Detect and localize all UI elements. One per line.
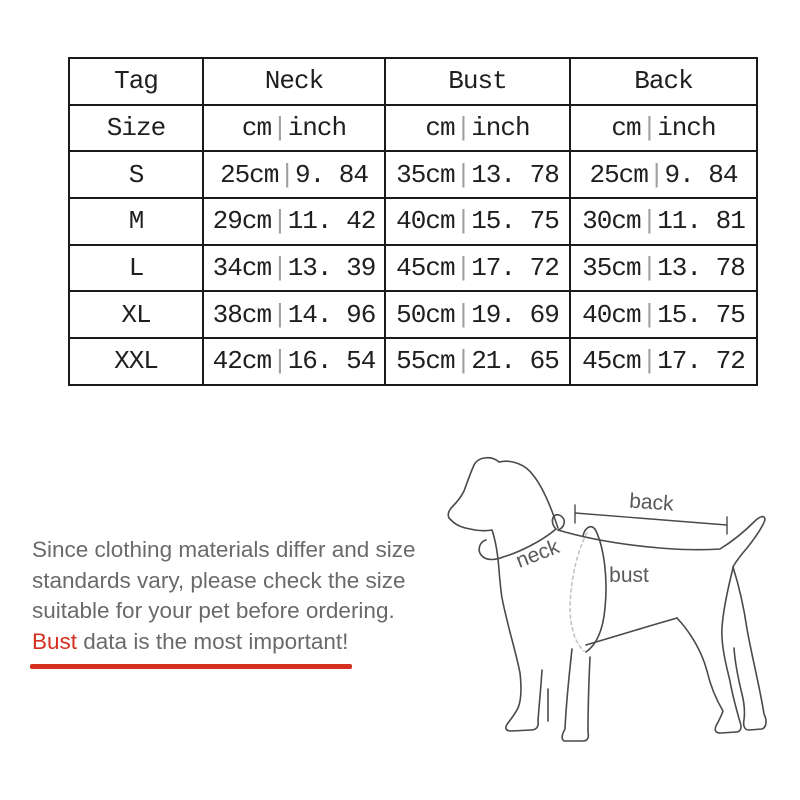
unit-cm: cm xyxy=(611,113,641,144)
subheader-bust-units xyxy=(385,105,570,152)
size-note xyxy=(32,535,452,669)
note-line-3: suitable for your pet before ordering. xyxy=(32,598,395,623)
col-header-neck: Neck xyxy=(203,58,385,105)
subheader-back-units xyxy=(570,105,757,152)
near-hind-leg xyxy=(677,568,741,733)
value-separator: | xyxy=(272,206,287,237)
value-separator: | xyxy=(272,253,287,284)
value-cm: 40cm xyxy=(396,206,455,237)
back-cell xyxy=(570,291,757,338)
size-cell: XXL xyxy=(69,338,203,385)
bust-cell xyxy=(385,245,570,292)
note-line-4-rest: data is the most important! xyxy=(77,628,349,654)
neck-cell xyxy=(203,198,385,245)
value-cm: 45cm xyxy=(582,346,641,377)
bust-ellipse-rear xyxy=(583,527,606,652)
value-cm: 35cm xyxy=(396,159,455,190)
value-inch: 13. 39 xyxy=(287,253,376,284)
unit-inch: inch xyxy=(657,113,716,144)
subheader-neck-units xyxy=(203,105,385,152)
value-separator: | xyxy=(641,253,657,284)
value-inch: 9. 84 xyxy=(664,159,738,190)
value-cm: 25cm xyxy=(589,159,648,190)
unit-separator: | xyxy=(455,113,471,144)
value-inch: 11. 81 xyxy=(657,206,745,237)
note-line-1: Since clothing materials differ and size xyxy=(32,537,416,562)
bust-ellipse-front-dashed xyxy=(570,533,587,651)
note-line-4 xyxy=(32,627,452,658)
value-inch: 15. 75 xyxy=(471,206,559,237)
table-subheader-row xyxy=(69,105,757,152)
back-cell xyxy=(570,151,757,198)
value-cm: 50cm xyxy=(396,299,455,330)
value-cm: 45cm xyxy=(396,253,455,284)
value-inch: 15. 75 xyxy=(657,299,745,330)
col-header-bust: Bust xyxy=(385,58,570,105)
value-separator: | xyxy=(648,159,664,190)
neck-cell xyxy=(203,291,385,338)
back-cell xyxy=(570,245,757,292)
size-cell: M xyxy=(69,198,203,245)
note-line-2: standards vary, please check the size xyxy=(32,567,406,593)
neck-cell xyxy=(203,151,385,198)
size-cell: XL xyxy=(69,291,203,338)
value-cm: 25cm xyxy=(219,159,279,190)
table-row-s xyxy=(69,151,757,198)
far-hind-leg xyxy=(733,567,766,730)
value-cm: 40cm xyxy=(582,299,641,330)
unit-inch: inch xyxy=(287,113,347,144)
value-separator: | xyxy=(641,206,657,237)
dog-measurement-diagram xyxy=(420,430,800,770)
value-separator: | xyxy=(455,299,471,330)
bust-cell xyxy=(385,198,570,245)
bust-cell xyxy=(385,338,570,385)
value-inch: 13. 78 xyxy=(657,253,745,284)
bust-cell xyxy=(385,151,570,198)
value-cm: 35cm xyxy=(582,253,641,284)
bust-label: bust xyxy=(609,564,649,587)
value-inch: 14. 96 xyxy=(287,299,376,330)
subheader-size: Size xyxy=(69,105,203,152)
bust-highlight: Bust xyxy=(32,628,78,654)
table-row-xxl xyxy=(69,338,757,385)
unit-separator: | xyxy=(641,113,657,144)
table-row-l xyxy=(69,245,757,292)
value-separator: | xyxy=(641,346,657,377)
neck-label: neck xyxy=(512,535,563,573)
value-inch: 9. 84 xyxy=(295,159,369,190)
neck-cell xyxy=(203,245,385,292)
unit-cm: cm xyxy=(241,113,272,144)
value-separator: | xyxy=(641,299,657,330)
back-cell xyxy=(570,338,757,385)
value-inch: 21. 65 xyxy=(471,346,559,377)
back-measure-line xyxy=(575,513,727,525)
unit-separator: | xyxy=(272,113,287,144)
value-separator: | xyxy=(455,206,471,237)
bust-cell xyxy=(385,291,570,338)
red-underline xyxy=(30,664,352,669)
value-inch: 16. 54 xyxy=(287,346,376,377)
value-separator: | xyxy=(279,159,294,190)
table-header-row xyxy=(69,58,757,105)
value-cm: 55cm xyxy=(396,346,455,377)
value-cm: 34cm xyxy=(212,253,272,284)
table-row-m xyxy=(69,198,757,245)
back-label: back xyxy=(628,489,675,516)
value-inch: 17. 72 xyxy=(471,253,559,284)
col-header-back: Back xyxy=(570,58,757,105)
far-front-leg xyxy=(562,649,590,741)
value-inch: 11. 42 xyxy=(287,206,376,237)
value-cm: 42cm xyxy=(212,346,272,377)
dog-head-outline xyxy=(448,458,558,731)
value-cm: 29cm xyxy=(212,206,272,237)
value-cm: 30cm xyxy=(582,206,641,237)
value-inch: 13. 78 xyxy=(471,159,559,190)
size-cell: L xyxy=(69,245,203,292)
back-cell xyxy=(570,198,757,245)
neck-cell xyxy=(203,338,385,385)
value-separator: | xyxy=(455,253,471,284)
dog-back-and-tail xyxy=(558,517,765,567)
table-row-xl xyxy=(69,291,757,338)
value-inch: 17. 72 xyxy=(657,346,745,377)
unit-inch: inch xyxy=(471,113,530,144)
size-cell: S xyxy=(69,151,203,198)
value-separator: | xyxy=(455,346,471,377)
col-header-tag: Tag xyxy=(69,58,203,105)
value-separator: | xyxy=(272,299,287,330)
value-cm: 38cm xyxy=(212,299,272,330)
value-separator: | xyxy=(272,346,287,377)
size-table xyxy=(68,57,758,386)
unit-cm: cm xyxy=(425,113,455,144)
value-separator: | xyxy=(455,159,471,190)
value-inch: 19. 69 xyxy=(471,299,559,330)
